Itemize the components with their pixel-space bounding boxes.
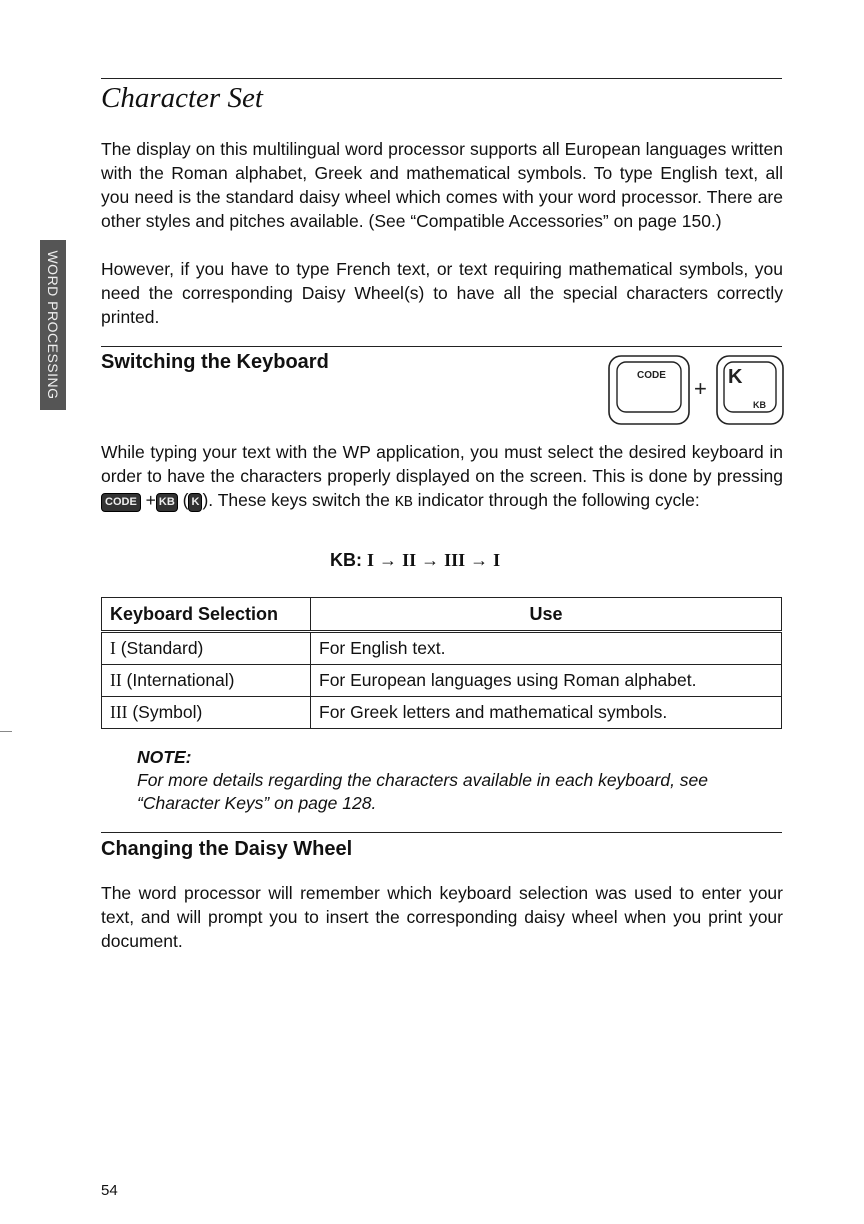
keys-plus: + (694, 376, 707, 401)
table-cell-use: For Greek letters and mathematical symbols. (311, 697, 782, 729)
table-cell-use: For English text. (311, 632, 782, 665)
table-row (102, 632, 782, 665)
keyboard-selection-table (101, 597, 782, 729)
margin-tick (0, 731, 12, 732)
k-key-label: K (728, 366, 743, 388)
switching-paragraph (101, 440, 783, 515)
roman-numeral: III (110, 702, 128, 722)
table-header-use: Use (311, 598, 782, 632)
intro-paragraph: The display on this multilingual word processor supports all European languages written with the Roman alphabet, Greek and mathematical symbols. To type English text, all you need is the standard daisy wheel which comes with your word processor. There are other styles and pitches available. (See “Compatible Accessories” on page 150.) (101, 139, 783, 231)
selection-name: (International) (126, 670, 235, 690)
kb-key-label: KB (753, 400, 766, 410)
switching-text-c: indicator through the following cycle: (417, 490, 700, 510)
cycle-arrow: → (470, 550, 489, 570)
switching-text-b: These keys switch the (217, 490, 390, 510)
cycle-step: II (402, 550, 417, 570)
code-key-label: CODE (637, 370, 666, 381)
side-tab-label: WORD PROCESSING (45, 250, 61, 400)
table-cell-use: For European languages using Roman alphabet. (311, 665, 782, 697)
note-label: NOTE: (137, 747, 192, 767)
cycle-step: I (493, 550, 501, 570)
k-key-icon (717, 356, 783, 424)
selection-name: (Symbol) (132, 702, 203, 722)
cycle-step: III (444, 550, 466, 570)
cycle-label: KB: (330, 550, 362, 570)
daisy-paragraph: The word processor will remember which keyboard selection was used to enter your text, and will prompt you to insert the corresponding daisy wheel when you print your document. (101, 883, 783, 951)
table-row (102, 697, 782, 729)
cycle-arrow: → (421, 550, 440, 570)
note-block (137, 746, 783, 815)
cycle-step: I (367, 550, 375, 570)
roman-numeral: II (110, 670, 122, 690)
daisy-rule (101, 832, 782, 833)
side-tab (40, 240, 66, 410)
inline-close-paren: ). (202, 490, 214, 510)
page-number: 54 (101, 1182, 118, 1199)
table-cell-selection (102, 697, 311, 729)
table-header-row (102, 598, 782, 632)
note-text: For more details regarding the characters available in each keyboard, see “Character Keys” on page 128. (137, 770, 709, 813)
k-key-inline: K (188, 493, 202, 512)
title-rule (101, 78, 782, 79)
inline-open-paren: ( (182, 490, 189, 510)
selection-name: (Standard) (120, 638, 204, 658)
cycle-arrow: → (379, 550, 398, 570)
switching-heading: Switching the Keyboard (101, 351, 329, 373)
kb-indicator: KB (394, 494, 413, 511)
code-key-inline: CODE (101, 493, 141, 512)
code-key-icon (609, 356, 689, 424)
roman-numeral: I (110, 638, 116, 658)
switching-rule (101, 346, 782, 347)
table-row (102, 665, 782, 697)
switching-text-a: While typing your text with the WP application, you must select the desired keyboard in order to have the characters properly displayed on the screen. This is done by pressing (101, 442, 783, 486)
inline-plus: + (145, 490, 156, 510)
table-header-selection: Keyboard Selection (102, 598, 311, 632)
code-k-keys-figure (607, 354, 787, 428)
page-title: Character Set (101, 82, 263, 114)
kb-cycle (330, 550, 500, 571)
table-cell-selection (102, 632, 311, 665)
daisy-heading: Changing the Daisy Wheel (101, 838, 353, 860)
second-paragraph: However, if you have to type French text, or text requiring mathematical symbols, you need the corresponding Daisy Wheel(s) to have all the special characters correctly printed. (101, 259, 783, 327)
table-cell-selection (102, 665, 311, 697)
kb-key-inline: KB (156, 493, 178, 512)
